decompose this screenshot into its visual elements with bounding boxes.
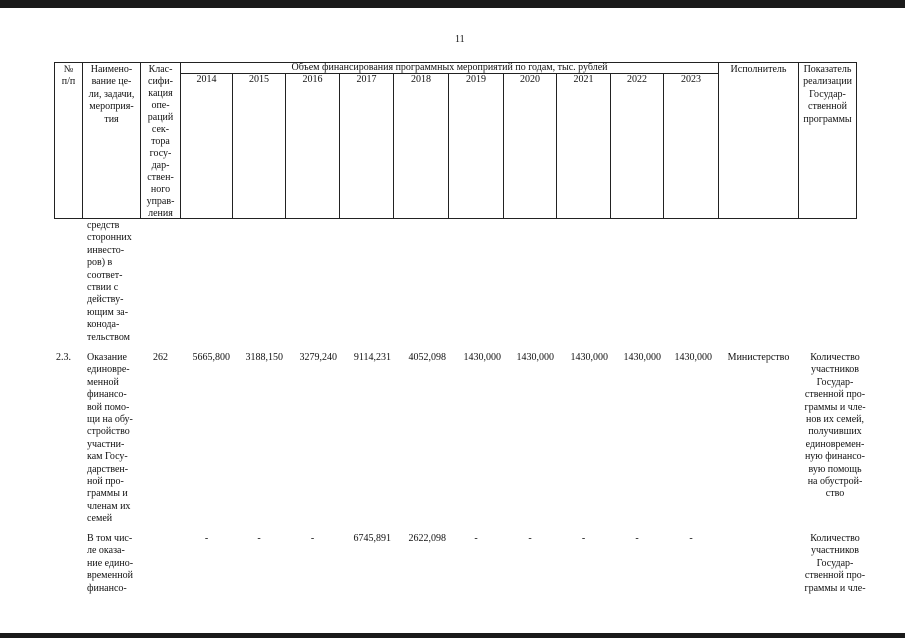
header-year: 2019 [466,74,486,85]
row-value: 1430,000 [570,352,608,363]
row-value: 3279,240 [299,352,337,363]
row-value: 5665,800 [192,352,230,363]
row-value: - [528,533,532,544]
row-executor: Министерство [727,352,790,363]
row-value: 9114,231 [353,352,391,363]
row-value: 4052,098 [408,352,446,363]
row-value: 1430,000 [463,352,501,363]
row-value: 1430,000 [623,352,661,363]
header-year: 2015 [249,74,269,85]
header-year: 2020 [520,74,540,85]
row-value: 6745,891 [353,533,391,544]
row-value: 3188,150 [245,352,283,363]
row-value: 2622,098 [408,533,446,544]
row-value: - [689,533,693,544]
row-name: Оказание единовре- менной финансо- вой помо- щи на обу- стройство участни- кам Госу- дарствен- ной про- граммы и членам их семей [87,352,133,525]
row-value: - [581,533,586,544]
header-funding-title: Объем финансирования программных мероприятий по годам, тыс. рублей [291,62,608,73]
header-year: 2023 [681,74,701,85]
header-year: 2021 [573,74,594,85]
continuation-name: средств сторонних инвесто- ров) в соответ- ствии с действу- ющим за- конода- тельством [87,220,132,343]
header-num: № п/п [61,64,76,88]
row-value: 1430,000 [516,352,554,363]
row-value: 1430,000 [674,352,712,363]
header-name: Наимено- вание це- ли, задачи, мероприя- тия [88,64,135,125]
row-value: - [635,533,639,544]
page-number: 11 [455,34,465,45]
header-executor: Исполнитель [730,64,787,75]
row-value: - [474,533,478,544]
row-name: В том чис- ле оказа- ние едино- временной финансо- [87,533,134,594]
header-year: 2022 [627,74,647,85]
header-year: 2018 [411,74,431,85]
row-value: - [204,533,209,544]
row-value: - [310,533,315,544]
row-indicator: Количество участников Государ- ственной про- граммы и чле- [804,533,866,594]
row-number: 2.3. [56,352,71,363]
header-indicator: Показатель реализации Государ- ственной программы [803,64,852,125]
header-year: 2017 [356,74,377,85]
header-year: 2016 [302,74,323,85]
row-indicator: Количество участников Государ- ственной про- граммы и чле- нов их семей, получивших единовремен- ную финансо- вую помощь на обустрой- ство [804,352,866,500]
row-value: - [257,533,261,544]
row-classification: 262 [153,352,168,363]
header-year: 2014 [196,74,217,85]
header-classification: Клас- сифи- кация опе- раций сек- тора госу- дар- ствен- ного управ- ления [146,64,175,219]
